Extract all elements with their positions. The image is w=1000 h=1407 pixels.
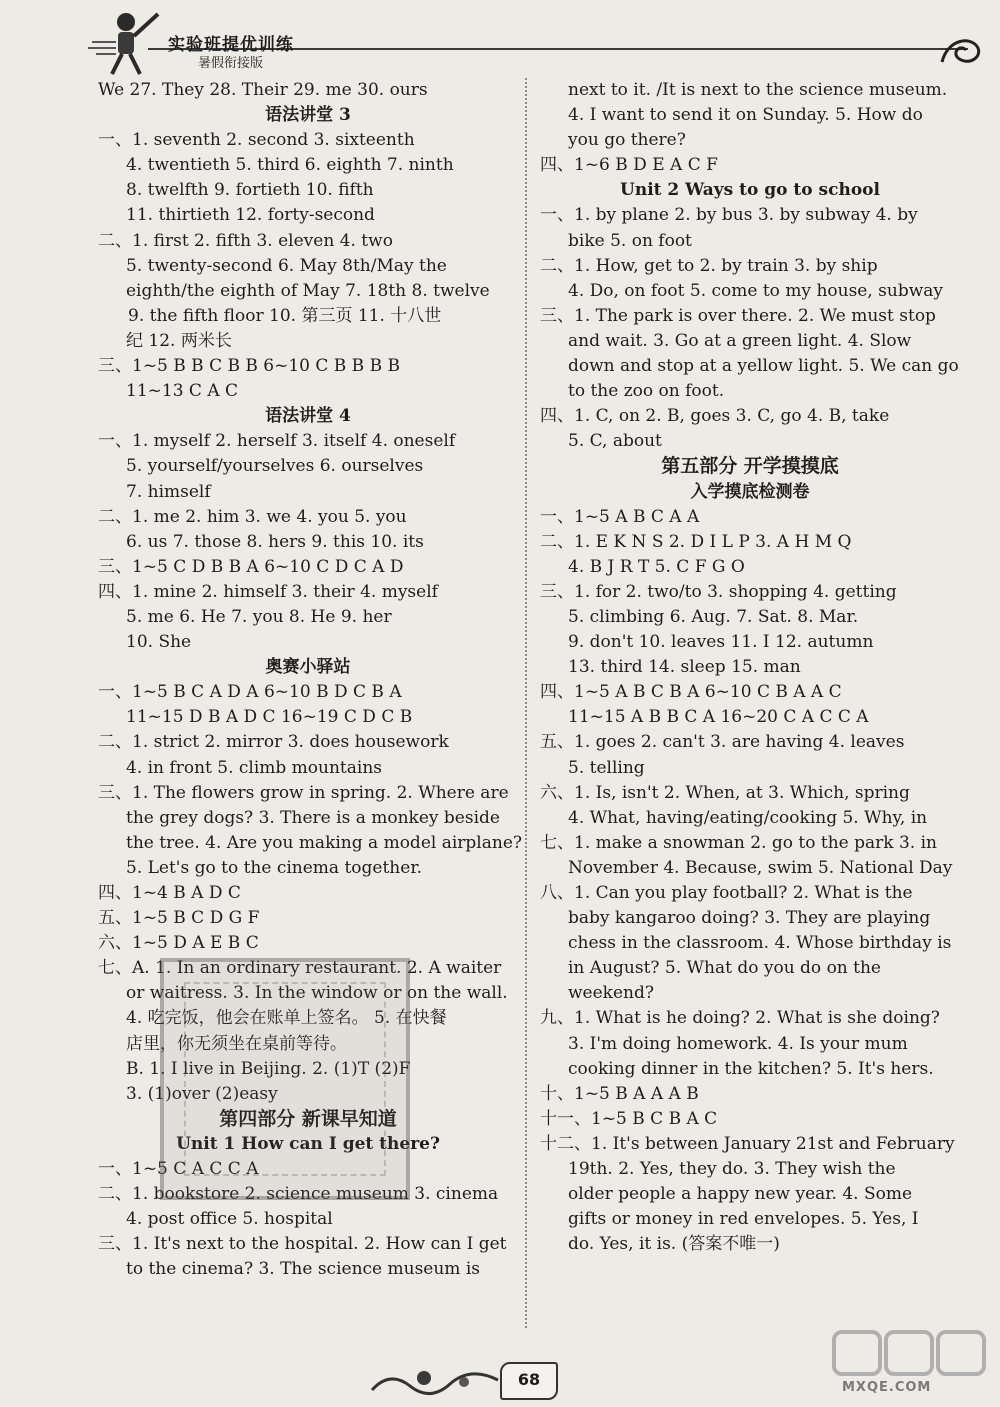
answer-line: 4. I want to send it on Sunday. 5. How do xyxy=(568,105,923,126)
answer-line: 19th. 2. Yes, they do. 3. They wish the xyxy=(568,1159,896,1180)
answer-line: 4. 吃完饭，他会在账单上签名。 5. 在快餐 xyxy=(126,1008,447,1029)
answer-line: 5. C, about xyxy=(568,431,662,452)
answer-line: 4. in front 5. climb mountains xyxy=(126,757,383,778)
answer-line: 5. Let's go to the cinema together. xyxy=(126,857,422,878)
answer-line: 十二、1. It's between January 21st and February xyxy=(540,1133,955,1154)
right-column xyxy=(540,78,960,1257)
answer-line: down and stop at a yellow light. 5. We can go xyxy=(568,356,959,377)
book-subtitle: 暑假衔接版 xyxy=(198,56,264,71)
answer-line: cooking dinner in the kitchen? 5. It's hers. xyxy=(568,1058,934,1079)
answer-line: 10. She xyxy=(126,632,192,653)
answer-line: November 4. Because, swim 5. National Day xyxy=(568,857,953,878)
answer-line: to the zoo on foot. xyxy=(568,381,725,402)
answer-line: 8. twelfth 9. fortieth 10. fifth xyxy=(126,180,374,201)
answer-line: 7. himself xyxy=(126,481,211,502)
answer-line: bike 5. on foot xyxy=(568,230,692,251)
answer-line: 店里，你无须坐在桌前等待。 xyxy=(126,1033,347,1054)
answer-line: 三、1~5 C D B B A 6~10 C D C A D xyxy=(98,556,404,577)
answer-line: We 27. They 28. Their 29. me 30. ours xyxy=(98,80,428,100)
answer-line: 4. B J R T 5. C F G O xyxy=(568,556,745,577)
answer-line: 四、1. C, on 2. B, goes 3. C, go 4. B, take xyxy=(540,406,890,427)
answer-line: 三、1. The flowers grow in spring. 2. Where are xyxy=(98,782,509,803)
answer-line: and wait. 3. Go at a green light. 4. Slow xyxy=(568,330,912,351)
answer-line: 五、1~5 B C D G F xyxy=(98,908,260,929)
answer-line: 八、1. Can you play football? 2. What is the xyxy=(540,883,913,903)
answer-line: 4. What, having/eating/cooking 5. Why, in xyxy=(568,807,928,828)
stamp-ring xyxy=(184,982,386,1176)
answer-line: 六、1~5 D A E B C xyxy=(98,933,259,954)
answer-line: weekend? xyxy=(568,983,654,1004)
answer-line: 七、1. make a snowman 2. go to the park 3. in xyxy=(540,832,937,853)
answer-line: 4. twentieth 5. third 6. eighth 7. ninth xyxy=(126,155,454,176)
book-title: 实验班提优训练 xyxy=(168,35,294,55)
section-heading: 语法讲堂 4 xyxy=(265,406,351,427)
answer-line: 二、1. strict 2. mirror 3. does housework xyxy=(98,732,449,753)
answer-line: gifts or money in red envelopes. 5. Yes, I xyxy=(568,1209,919,1230)
answer-line: 3. I'm doing homework. 4. Is your mum xyxy=(568,1033,908,1054)
answer-line: 11~15 D B A D C 16~19 C D C B xyxy=(126,707,413,728)
section-heading: 入学摸底检测卷 xyxy=(690,481,810,502)
section-heading: Unit 2 Ways to go to school xyxy=(620,180,880,201)
page-number: 68 xyxy=(500,1362,558,1400)
answer-line: 二、1. me 2. him 3. we 4. you 5. you xyxy=(98,506,407,527)
answer-line: older people a happy new year. 4. Some xyxy=(568,1184,913,1205)
answer-line: 二、1. first 2. fifth 3. eleven 4. two xyxy=(98,230,393,251)
answer-line: 九、1. What is he doing? 2. What is she doing? xyxy=(540,1008,940,1029)
answer-line: 一、1~5 C A C C A xyxy=(98,1159,259,1180)
answer-line: 一、1~5 B C A D A 6~10 B D C B A xyxy=(98,682,402,703)
answer-line: 七、A. 1. In an ordinary restaurant. 2. A waiter xyxy=(98,958,502,979)
answer-line: 4. Do, on foot 5. come to my house, subway xyxy=(568,280,944,301)
section-heading: 语法讲堂 3 xyxy=(265,105,351,126)
answer-line: B. 1. I live in Beijing. 2. (1)T (2)F xyxy=(126,1058,411,1079)
answer-line: 四、1~6 B D E A C F xyxy=(540,155,718,176)
answer-line: 5. climbing 6. Aug. 7. Sat. 8. Mar. xyxy=(568,606,859,627)
answer-line: 9. the fifth floor 10. 第三页 11. 十八世 xyxy=(128,305,442,326)
answer-line: 三、1. The park is over there. 2. We must stop xyxy=(540,305,936,326)
answer-line: 13. third 14. sleep 15. man xyxy=(568,657,801,678)
answer-line: 4. post office 5. hospital xyxy=(126,1209,333,1230)
answer-line: 四、1~5 A B C B A 6~10 C B A A C xyxy=(540,682,842,703)
section-heading: 第五部分 开学摸摸底 xyxy=(661,455,839,478)
answer-line: 六、1. Is, isn't 2. When, at 3. Which, spring xyxy=(540,782,910,803)
answer-line: next to it. /It is next to the science museum. xyxy=(568,80,948,100)
answer-line: 四、1~4 B A D C xyxy=(98,883,241,903)
answer-line: 三、1~5 B B C B B 6~10 C B B B B xyxy=(98,356,400,377)
answer-line: 5. me 6. He 7. you 8. He 9. her xyxy=(126,606,392,627)
answer-line: 三、1. for 2. two/to 3. shopping 4. getting xyxy=(540,581,897,602)
answer-line: 11. thirtieth 12. forty-second xyxy=(126,205,375,226)
section-heading: 第四部分 新课早知道 xyxy=(219,1107,397,1130)
answer-line: 5. yourself/yourselves 6. ourselves xyxy=(126,456,424,477)
answer-line: 二、1. bookstore 2. science museum 3. cinema xyxy=(98,1184,499,1205)
answer-line: the tree. 4. Are you making a model airplane? xyxy=(126,832,522,853)
answer-line: to the cinema? 3. The science museum is xyxy=(126,1259,480,1280)
swirl-ornament-icon xyxy=(938,32,982,72)
answer-line: 一、1. myself 2. herself 3. itself 4. oneself xyxy=(98,431,456,452)
answer-line: 5. twenty-second 6. May 8th/May the xyxy=(126,255,447,276)
answer-line: 五、1. goes 2. can't 3. are having 4. leaves xyxy=(540,732,905,753)
answer-line: 3. (1)over (2)easy xyxy=(126,1083,278,1104)
answer-line: 11~13 C A C xyxy=(126,381,239,402)
baseball-player-icon xyxy=(88,8,164,78)
answer-line: 三、1. It's next to the hospital. 2. How can I get xyxy=(98,1234,507,1255)
section-heading: Unit 1 How can I get there? xyxy=(176,1133,440,1154)
answer-line: 一、1. by plane 2. by bus 3. by subway 4. by xyxy=(540,205,918,226)
answer-line: 5. telling xyxy=(568,757,645,778)
answer-line: 二、1. E K N S 2. D I L P 3. A H M Q xyxy=(540,531,852,552)
answer-line: 纪 12. 两米长 xyxy=(126,330,232,351)
answer-line: do. Yes, it is. (答案不唯一) xyxy=(568,1234,780,1255)
answer-line: 四、1. mine 2. himself 3. their 4. myself xyxy=(98,581,438,602)
answer-line: 6. us 7. those 8. hers 9. this 10. its xyxy=(126,531,424,552)
answer-line: 11~15 A B B C A 16~20 C A C C A xyxy=(568,707,869,728)
answer-line: in August? 5. What do you do on the xyxy=(568,958,881,979)
answer-line: 一、1. seventh 2. second 3. sixteenth xyxy=(98,130,415,151)
answer-line: or waitress. 3. In the window or on the wall. xyxy=(126,983,508,1004)
stamp-seal-overlay xyxy=(160,958,410,1200)
answer-line: you go there? xyxy=(568,130,686,151)
column-divider xyxy=(525,78,527,1328)
answer-line: chess in the classroom. 4. Whose birthday is xyxy=(568,933,952,954)
answer-line: 二、1. How, get to 2. by train 3. by ship xyxy=(540,255,878,276)
answer-line: eighth/the eighth of May 7. 18th 8. twelve xyxy=(126,280,490,301)
footer-ornament-icon xyxy=(370,1360,510,1400)
answer-line: the grey dogs? 3. There is a monkey beside xyxy=(126,807,500,828)
section-heading: 奥赛小驿站 xyxy=(265,657,351,678)
page-header xyxy=(28,8,968,82)
answer-line: baby kangaroo doing? 3. They are playing xyxy=(568,908,931,929)
answer-line: 9. don't 10. leaves 11. I 12. autumn xyxy=(568,632,874,653)
answer-line: 十、1~5 B A A A B xyxy=(540,1083,699,1104)
watermark-url: MXQE.COM xyxy=(842,1380,932,1395)
answer-line: 一、1~5 A B C A A xyxy=(540,506,700,527)
answer-line: 十一、1~5 B C B A C xyxy=(540,1108,718,1129)
